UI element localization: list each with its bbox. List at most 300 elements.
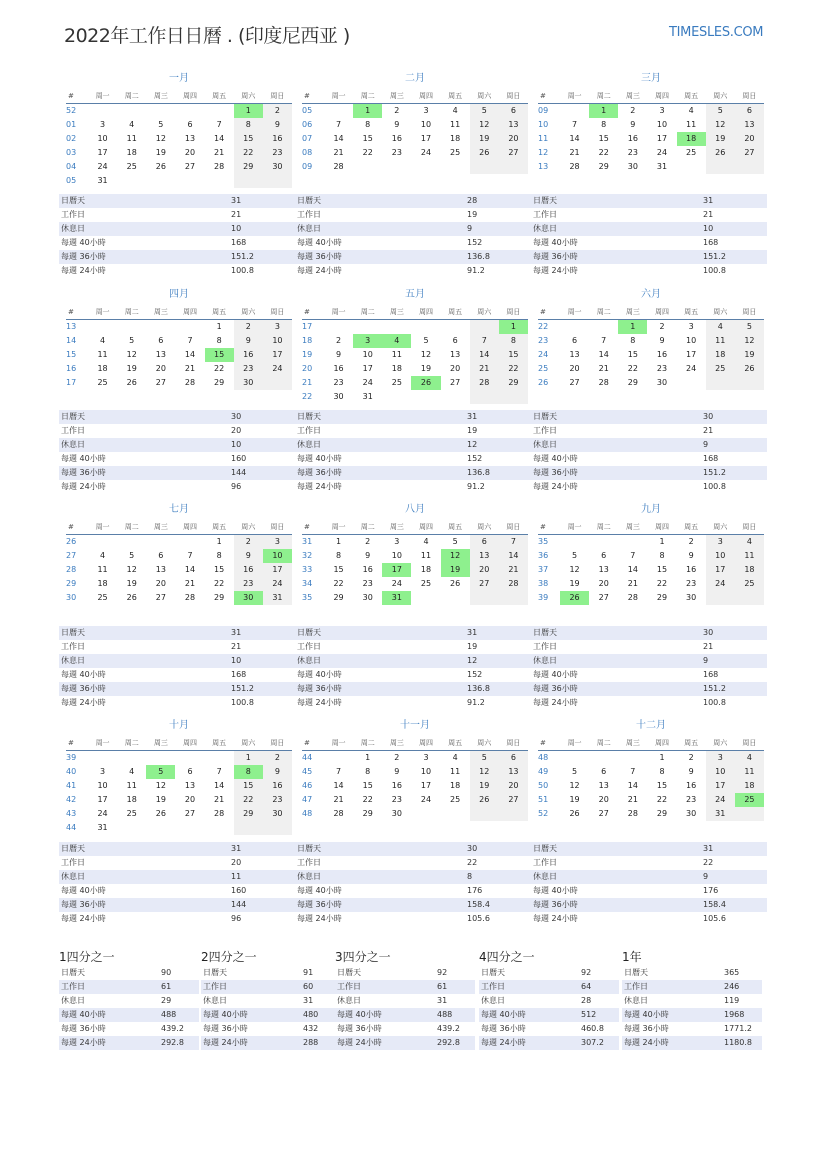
day-cell: 27 — [569, 378, 580, 387]
day-cell: 20 — [499, 779, 528, 793]
stats-value: 64 — [581, 982, 592, 991]
stats-row — [335, 1008, 475, 1022]
day-cell: 3 — [423, 753, 429, 762]
day-cell: 18 — [420, 565, 432, 574]
day-cell: 3 — [100, 120, 106, 129]
stats-label: 每週 40小時 — [61, 238, 106, 247]
weekday-header: 周四 — [647, 520, 676, 535]
day-cell — [353, 160, 382, 174]
stats-row — [622, 980, 762, 994]
quarter-title: 1四分之一 — [59, 950, 115, 964]
week-number: 22 — [538, 322, 549, 331]
week-number: 23 — [538, 336, 549, 345]
stats-value: 168 — [231, 670, 247, 679]
day-cell — [499, 390, 528, 404]
weekday-header: # — [302, 736, 324, 751]
quarter-summary — [335, 949, 475, 1050]
day-cell: 3 — [100, 767, 106, 776]
stats-row — [531, 424, 767, 438]
day-cell: 28 — [627, 809, 638, 818]
stats-row — [295, 222, 531, 236]
day-cell: 6 — [499, 104, 528, 118]
day-cell: 20 — [184, 795, 196, 804]
day-cell: 24 — [97, 162, 108, 171]
stats-value: 11 — [231, 872, 242, 881]
day-cell: 23 — [391, 795, 402, 804]
stats-row — [479, 980, 619, 994]
day-cell: 21 — [333, 148, 344, 157]
stats-value: 151.2 — [231, 684, 254, 693]
stats-value: 10 — [703, 224, 714, 233]
stats-row — [59, 668, 295, 682]
day-cell: 15 — [234, 779, 263, 793]
day-cell: 18 — [126, 148, 137, 157]
day-cell: 18 — [450, 134, 461, 143]
stats-value: 8 — [467, 872, 473, 881]
stats-row — [295, 208, 531, 222]
day-cell: 16 — [263, 779, 292, 793]
stats-value: 144 — [231, 900, 247, 909]
day-cell: 7 — [187, 551, 193, 560]
weekday-header: 周三 — [618, 305, 647, 320]
weekday-header: 周二 — [589, 305, 618, 320]
day-cell: 16 — [362, 565, 373, 574]
day-cell: 1 — [618, 320, 647, 334]
day-cell: 24 — [686, 364, 697, 373]
weekday-header: 周日 — [735, 89, 764, 104]
day-cell: 21 — [184, 579, 196, 588]
day-cell — [560, 104, 589, 118]
stats-label: 工作日 — [533, 642, 557, 651]
stats-row — [295, 194, 531, 208]
month-title: 十月 — [169, 720, 189, 731]
day-cell: 9 — [659, 336, 665, 345]
stats-value: 100.8 — [231, 266, 254, 275]
day-cell: 7 — [216, 120, 222, 129]
day-cell: 10 — [706, 549, 735, 563]
stats-label: 每週 24小時 — [61, 914, 106, 923]
month-title: 十二月 — [636, 720, 666, 731]
day-cell: 8 — [630, 336, 636, 345]
stats-label: 每週 24小時 — [337, 1038, 382, 1047]
day-cell — [263, 376, 292, 390]
day-cell: 29 — [234, 160, 263, 174]
day-cell — [470, 390, 499, 404]
stats-label: 工作日 — [203, 982, 227, 991]
stats-row — [531, 410, 767, 424]
weekday-header: 周日 — [499, 305, 528, 320]
day-cell: 24 — [263, 577, 292, 591]
day-cell: 30 — [263, 160, 292, 174]
day-cell: 6 — [499, 751, 528, 765]
stats-row — [531, 870, 767, 884]
stats-label: 工作日 — [61, 210, 85, 219]
stats-value: 160 — [231, 886, 247, 895]
month-calendar — [538, 288, 764, 390]
stats-label: 休息日 — [61, 440, 85, 449]
stats-label: 每週 24小時 — [481, 1038, 526, 1047]
day-cell: 4 — [706, 320, 735, 334]
day-cell: 31 — [263, 591, 292, 605]
weekday-header: 周二 — [117, 305, 146, 320]
week-number: 32 — [302, 551, 313, 560]
weekday-header: 周一 — [88, 520, 117, 535]
stats-label: 日曆天 — [61, 196, 85, 205]
day-cell: 15 — [333, 565, 344, 574]
stats-label: 每週 24小時 — [61, 266, 106, 275]
stats-label: 日曆天 — [61, 412, 85, 421]
weekday-header: 周三 — [146, 520, 175, 535]
weekday-header: 周六 — [706, 736, 735, 751]
weekday-header: 周四 — [175, 305, 204, 320]
stats-value: 31 — [467, 412, 478, 421]
month-stats — [59, 410, 295, 494]
day-cell: 24 — [263, 362, 292, 376]
day-cell: 31 — [656, 162, 668, 171]
day-cell: 11 — [686, 120, 697, 129]
day-cell: 26 — [706, 146, 735, 160]
week-number: 29 — [66, 579, 77, 588]
weekday-header: 周一 — [560, 305, 589, 320]
weekday-header: 周三 — [618, 89, 647, 104]
stats-row — [531, 208, 767, 222]
day-cell: 9 — [234, 334, 263, 348]
day-cell: 15 — [627, 350, 638, 359]
day-cell: 27 — [450, 378, 461, 387]
stats-value: 31 — [703, 196, 714, 205]
stats-label: 工作日 — [61, 642, 85, 651]
stats-row — [295, 452, 531, 466]
day-cell: 12 — [735, 334, 764, 348]
day-cell: 22 — [214, 579, 225, 588]
weekday-header: 周六 — [470, 520, 499, 535]
day-cell — [589, 535, 618, 549]
month-calendar — [302, 503, 528, 605]
stats-label: 每週 36小時 — [297, 900, 342, 909]
day-cell: 11 — [450, 767, 461, 776]
day-cell: 9 — [234, 549, 263, 563]
week-number: 35 — [538, 537, 549, 546]
weekday-header: 周四 — [647, 89, 676, 104]
weekday-header: 周日 — [263, 520, 292, 535]
week-number: 12 — [538, 148, 549, 157]
week-number: 20 — [302, 364, 313, 373]
stats-value: 21 — [703, 642, 714, 651]
weekday-header: 周日 — [499, 89, 528, 104]
stats-value: 19 — [467, 210, 478, 219]
stats-value: 10 — [231, 440, 242, 449]
day-cell: 26 — [470, 146, 499, 160]
day-cell: 22 — [333, 579, 344, 588]
stats-value: 160 — [231, 454, 247, 463]
day-cell: 2 — [630, 106, 636, 115]
month-grid — [302, 89, 528, 174]
day-cell: 22 — [627, 364, 638, 373]
stats-label: 工作日 — [61, 858, 85, 867]
stats-value: 30 — [467, 844, 478, 853]
day-cell: 22 — [362, 148, 373, 157]
weekday-header: 周六 — [234, 736, 263, 751]
weekday-header: 周四 — [175, 736, 204, 751]
day-cell — [117, 535, 146, 549]
weekday-header: 周三 — [146, 305, 175, 320]
stats-row — [531, 654, 767, 668]
stats-row — [295, 682, 531, 696]
stats-row — [622, 1008, 762, 1022]
day-cell: 1 — [216, 322, 222, 331]
stats-value: 28 — [581, 996, 592, 1005]
day-cell: 28 — [569, 162, 580, 171]
stats-row — [531, 250, 767, 264]
week-number: 26 — [538, 378, 549, 387]
stats-row — [622, 994, 762, 1008]
day-cell: 6 — [470, 535, 499, 549]
day-cell: 30 — [627, 162, 638, 171]
week-number: 16 — [66, 364, 77, 373]
weekday-header: 周三 — [618, 736, 647, 751]
stats-row — [531, 438, 767, 452]
day-cell: 28 — [184, 593, 196, 602]
day-cell: 10 — [97, 134, 108, 143]
weekday-header: # — [66, 305, 88, 320]
day-cell — [706, 376, 735, 390]
stats-label: 工作日 — [481, 982, 505, 991]
weekday-header: 周日 — [263, 736, 292, 751]
day-cell: 12 — [126, 350, 137, 359]
week-number: 07 — [302, 134, 313, 143]
stats-label: 日曆天 — [61, 844, 85, 853]
stats-label: 每週 24小時 — [297, 698, 342, 707]
stats-label: 日曆天 — [533, 412, 557, 421]
weekday-header: 周四 — [647, 305, 676, 320]
stats-label: 每週 40小時 — [533, 670, 578, 679]
stats-value: 60 — [303, 982, 314, 991]
stats-value: 151.2 — [703, 684, 726, 693]
quarter-title: 4四分之一 — [479, 950, 535, 964]
weekday-header: 周六 — [234, 520, 263, 535]
week-number: 25 — [538, 364, 549, 373]
day-cell: 19 — [735, 348, 764, 362]
stats-label: 日曆天 — [297, 844, 321, 853]
stats-label: 每週 36小時 — [533, 468, 578, 477]
week-number: 35 — [302, 593, 313, 602]
day-cell: 19 — [470, 132, 499, 146]
day-cell: 27 — [155, 593, 166, 602]
day-cell — [560, 535, 589, 549]
month-calendar — [302, 288, 528, 404]
day-cell — [560, 320, 589, 334]
stats-value: 10 — [231, 656, 242, 665]
weekday-header: 周三 — [618, 520, 647, 535]
stats-label: 休息日 — [624, 996, 648, 1005]
day-cell — [411, 390, 440, 404]
stats-value: 9 — [703, 872, 709, 881]
month-stats — [295, 194, 531, 278]
day-cell: 9 — [688, 551, 694, 560]
stats-row — [531, 856, 767, 870]
stats-row — [531, 626, 767, 640]
day-cell: 14 — [333, 781, 344, 790]
day-cell — [324, 751, 353, 765]
day-cell: 20 — [499, 132, 528, 146]
weekday-header: 周日 — [735, 520, 764, 535]
week-number: 27 — [66, 551, 77, 560]
month-stats — [531, 194, 767, 278]
stats-row — [531, 452, 767, 466]
day-cell: 28 — [499, 577, 528, 591]
stats-label: 休息日 — [297, 224, 321, 233]
stats-value: 91.2 — [467, 482, 485, 491]
day-cell: 11 — [126, 781, 137, 790]
day-cell: 16 — [656, 350, 668, 359]
day-cell: 16 — [686, 565, 697, 574]
day-cell: 21 — [184, 364, 196, 373]
stats-label: 日曆天 — [533, 196, 557, 205]
day-cell: 17 — [706, 779, 735, 793]
day-cell: 8 — [216, 551, 222, 560]
stats-value: 92 — [581, 968, 592, 977]
stats-value: 168 — [703, 238, 719, 247]
weekday-header: 周五 — [441, 736, 470, 751]
weekday-header: 周二 — [353, 89, 382, 104]
day-cell: 4 — [423, 537, 429, 546]
day-cell — [146, 174, 175, 188]
stats-row — [531, 668, 767, 682]
day-cell — [411, 160, 440, 174]
day-cell: 29 — [214, 593, 225, 602]
day-cell: 23 — [686, 579, 697, 588]
day-cell: 25 — [126, 162, 137, 171]
day-cell: 11 — [735, 549, 764, 563]
weekday-header: # — [66, 520, 88, 535]
stats-label: 每週 40小時 — [297, 454, 342, 463]
stats-label: 工作日 — [297, 210, 321, 219]
brand-link[interactable]: TIMESLES.COM — [669, 25, 764, 40]
stats-value: 100.8 — [231, 698, 254, 707]
month-stats — [59, 194, 295, 278]
day-cell: 5 — [158, 120, 164, 129]
stats-row — [59, 898, 295, 912]
day-cell — [589, 320, 618, 334]
day-cell — [353, 320, 382, 334]
month-calendar — [66, 503, 292, 605]
day-cell: 18 — [735, 563, 764, 577]
weekday-header: # — [302, 305, 324, 320]
month-calendar — [302, 719, 528, 821]
stats-value: 96 — [231, 482, 242, 491]
day-cell: 20 — [598, 795, 609, 804]
day-cell: 29 — [234, 807, 263, 821]
day-cell: 31 — [382, 591, 411, 605]
week-number: 36 — [538, 551, 549, 560]
week-number: 09 — [538, 106, 549, 115]
day-cell: 20 — [470, 563, 499, 577]
day-cell: 8 — [659, 767, 665, 776]
day-cell: 14 — [470, 348, 499, 362]
month-stats — [531, 842, 767, 926]
stats-label: 休息日 — [297, 440, 321, 449]
day-cell — [205, 174, 234, 188]
stats-value: 246 — [724, 982, 740, 991]
stats-value: 31 — [703, 844, 714, 853]
month-grid — [66, 520, 292, 605]
stats-label: 每週 40小時 — [203, 1010, 248, 1019]
month-stats — [59, 842, 295, 926]
day-cell — [205, 104, 234, 118]
stats-label: 每週 40小時 — [61, 886, 106, 895]
stats-label: 每週 24小時 — [61, 482, 106, 491]
stats-value: 439.2 — [437, 1024, 460, 1033]
stats-row — [201, 966, 341, 980]
week-number: 37 — [538, 565, 549, 574]
stats-label: 日曆天 — [61, 968, 85, 977]
day-cell: 18 — [706, 348, 735, 362]
day-cell — [146, 535, 175, 549]
day-cell: 19 — [155, 795, 166, 804]
day-cell: 11 — [706, 334, 735, 348]
day-cell: 2 — [688, 753, 694, 762]
day-cell: 15 — [205, 348, 234, 362]
day-cell: 2 — [234, 535, 263, 549]
stats-row — [201, 1036, 341, 1050]
stats-value: 151.2 — [703, 252, 726, 261]
day-cell: 28 — [470, 376, 499, 390]
day-cell: 11 — [391, 350, 402, 359]
day-cell: 5 — [452, 537, 458, 546]
stats-label: 日曆天 — [297, 412, 321, 421]
stats-label: 每週 40小時 — [533, 454, 578, 463]
stats-row — [59, 654, 295, 668]
stats-row — [59, 884, 295, 898]
day-cell: 2 — [263, 751, 292, 765]
day-cell: 17 — [420, 781, 432, 790]
day-cell: 21 — [627, 579, 638, 588]
weekday-header: 周一 — [88, 305, 117, 320]
stats-value: 168 — [703, 454, 719, 463]
weekday-header: 周三 — [382, 89, 411, 104]
stats-row — [59, 410, 295, 424]
stats-label: 每週 40小時 — [297, 238, 342, 247]
day-cell: 10 — [362, 350, 373, 359]
day-cell: 27 — [499, 793, 528, 807]
day-cell: 27 — [499, 146, 528, 160]
day-cell: 4 — [688, 106, 694, 115]
stats-row — [295, 236, 531, 250]
stats-value: 9 — [703, 656, 709, 665]
day-cell: 29 — [656, 809, 668, 818]
day-cell: 22 — [362, 795, 373, 804]
day-cell: 2 — [336, 336, 342, 345]
stats-row — [59, 994, 199, 1008]
day-cell: 31 — [362, 392, 373, 401]
day-cell: 3 — [706, 535, 735, 549]
day-cell: 10 — [97, 781, 108, 790]
day-cell: 14 — [627, 565, 638, 574]
day-cell: 12 — [470, 118, 499, 132]
day-cell: 12 — [441, 549, 470, 563]
weekday-header: 周三 — [382, 520, 411, 535]
day-cell — [499, 160, 528, 174]
month-calendar — [538, 719, 764, 821]
stats-value: 30 — [231, 412, 242, 421]
month-grid — [538, 736, 764, 821]
day-cell: 2 — [394, 106, 400, 115]
day-cell: 3 — [353, 334, 382, 348]
week-number: 31 — [302, 537, 313, 546]
day-cell: 17 — [362, 364, 373, 373]
month-title: 八月 — [405, 504, 425, 515]
week-number: 41 — [66, 781, 77, 790]
